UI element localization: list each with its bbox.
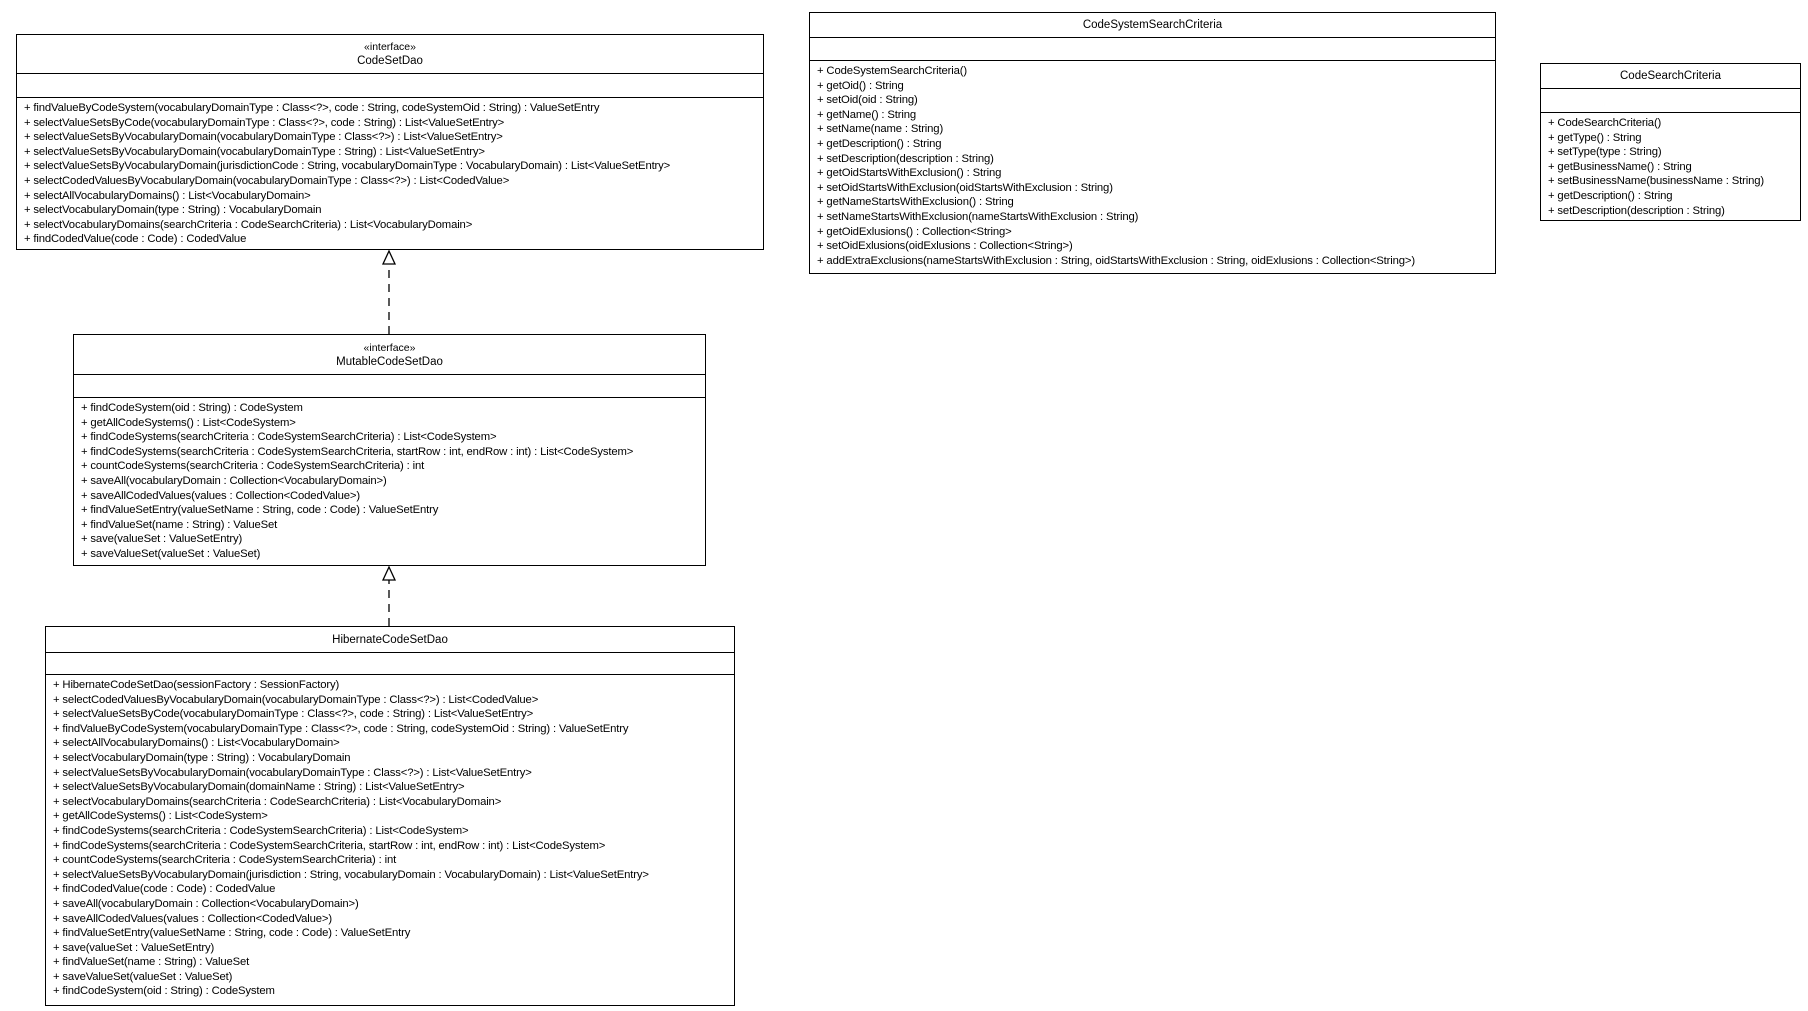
operation: + save(valueSet : ValueSetEntry) <box>81 533 243 546</box>
operation: + selectValueSetsByVocabularyDomain(vocabularyDomainType : String) : List<ValueSetEntry> <box>24 145 485 158</box>
class-name: HibernateCodeSetDao <box>332 633 448 646</box>
operation: + selectValueSetsByVocabularyDomain(jurisdiction : String, vocabularyDomain : VocabularyDomain) : List<ValueSetEntry> <box>53 868 649 881</box>
operation: + setNameStartsWithExclusion(nameStartsWithExclusion : String) <box>817 210 1139 223</box>
operation: + getDescription() : String <box>1548 189 1673 202</box>
operations-compartment <box>1541 113 1800 218</box>
class-hibernatecodesetdao[interactable] <box>45 626 735 1006</box>
operation: + save(valueSet : ValueSetEntry) <box>53 941 215 954</box>
operation: + selectValueSetsByCode(vocabularyDomainType : Class<?>, code : String) : List<ValueSetEntry> <box>24 116 505 129</box>
operation: + HibernateCodeSetDao(sessionFactory : SessionFactory) <box>53 679 340 691</box>
operation: + selectValueSetsByVocabularyDomain(vocabularyDomainType : Class<?>) : List<ValueSetEntry> <box>53 766 532 779</box>
operation: + countCodeSystems(searchCriteria : CodeSystemSearchCriteria) : int <box>81 460 425 473</box>
operation: + saveValueSet(valueSet : ValueSet) <box>81 547 261 560</box>
operation: + findCodeSystems(searchCriteria : CodeSystemSearchCriteria) : List<CodeSystem> <box>81 431 497 444</box>
operation: + selectAllVocabularyDomains() : List<VocabularyDomain> <box>53 737 340 750</box>
class-name-compartment <box>810 13 1495 38</box>
class-mutablecodesetdao[interactable] <box>73 334 706 566</box>
stereotype-label: «interface» <box>364 41 416 53</box>
operation: + setDescription(description : String) <box>817 152 994 165</box>
class-name: CodeSetDao <box>357 55 423 67</box>
attributes-compartment <box>74 375 705 398</box>
operations-compartment <box>74 398 705 562</box>
operation: + findCodedValue(code : Code) : CodedValue <box>53 883 276 896</box>
operation: + saveAll(vocabularyDomain : Collection<VocabularyDomain>) <box>81 474 387 487</box>
operation: + findCodeSystems(searchCriteria : CodeSystemSearchCriteria, startRow : int, endRow : int) : List<CodeSystem> <box>53 839 606 852</box>
operation: + findValueByCodeSystem(vocabularyDomainType : Class<?>, code : String, codeSystemOid : String) : ValueSetEntry <box>24 102 600 114</box>
operation: + findValueSet(name : String) : ValueSet <box>81 518 278 531</box>
operation: + getName() : String <box>817 108 917 121</box>
operation: + findValueSetEntry(valueSetName : String, code : Code) : ValueSetEntry <box>81 504 439 517</box>
class-name-compartment <box>17 35 763 74</box>
operation: + getBusinessName() : String <box>1548 160 1692 173</box>
operation: + findCodeSystem(oid : String) : CodeSystem <box>81 402 303 414</box>
operation: + getOidStartsWithExclusion() : String <box>817 167 1002 180</box>
class-codesetdao[interactable] <box>16 34 764 250</box>
operation: + findValueSetEntry(valueSetName : String, code : Code) : ValueSetEntry <box>53 927 411 940</box>
operation: + selectCodedValuesByVocabularyDomain(vocabularyDomainType : Class<?>) : List<CodedValue> <box>53 693 539 706</box>
operation: + setOid(oid : String) <box>817 94 918 107</box>
operation: + setOidStartsWithExclusion(oidStartsWithExclusion : String) <box>817 181 1113 194</box>
attributes-compartment <box>17 74 763 98</box>
operation: + selectVocabularyDomains(searchCriteria : CodeSearchCriteria) : List<VocabularyDomain> <box>53 795 502 808</box>
class-codesearchcriteria[interactable] <box>1540 63 1801 221</box>
operation: + getType() : String <box>1548 131 1642 144</box>
operation: + findCodedValue(code : Code) : CodedValue <box>24 233 247 246</box>
operation: + saveValueSet(valueSet : ValueSet) <box>53 970 233 983</box>
operation: + selectValueSetsByVocabularyDomain(vocabularyDomainType : Class<?>) : List<ValueSetEntry> <box>24 131 503 144</box>
operation: + selectVocabularyDomain(type : String) : VocabularyDomain <box>24 204 322 217</box>
class-name: MutableCodeSetDao <box>336 355 443 368</box>
attributes-compartment <box>1541 89 1800 113</box>
attributes-compartment <box>46 653 734 675</box>
operation: + selectValueSetsByCode(vocabularyDomainType : Class<?>, code : String) : List<ValueSetEntry> <box>53 708 534 721</box>
operation: + setOidExlusions(oidExlusions : Collection<String>) <box>817 240 1073 253</box>
operation: + setName(name : String) <box>817 123 944 136</box>
class-name: CodeSearchCriteria <box>1620 70 1721 82</box>
operation: + getAllCodeSystems() : List<CodeSystem> <box>53 810 268 823</box>
operations-compartment <box>810 61 1495 268</box>
operation: + findValueByCodeSystem(vocabularyDomainType : Class<?>, code : String, codeSystemOid : String) : ValueSetEntry <box>53 722 629 735</box>
operation: + CodeSystemSearchCriteria() <box>817 65 967 77</box>
class-name-compartment <box>46 627 734 653</box>
operation: + selectAllVocabularyDomains() : List<VocabularyDomain> <box>24 189 311 202</box>
operation: + getDescription() : String <box>817 137 942 150</box>
operation: + findCodeSystem(oid : String) : CodeSystem <box>53 985 275 998</box>
operation: + getAllCodeSystems() : List<CodeSystem> <box>81 416 296 429</box>
operation: + getOidExlusions() : Collection<String> <box>817 225 1012 238</box>
operation: + selectVocabularyDomain(type : String) : VocabularyDomain <box>53 751 351 764</box>
operation: + saveAll(vocabularyDomain : Collection<VocabularyDomain>) <box>53 897 359 910</box>
operation: + setDescription(description : String) <box>1548 204 1725 217</box>
class-name-compartment <box>1541 64 1800 89</box>
operation: + saveAllCodedValues(values : Collection<CodedValue>) <box>81 489 360 502</box>
operations-compartment <box>17 98 763 247</box>
operation: + setBusinessName(businessName : String) <box>1548 175 1764 188</box>
operation: + getNameStartsWithExclusion() : String <box>817 196 1014 209</box>
operation: + saveAllCodedValues(values : Collection<CodedValue>) <box>53 912 332 925</box>
class-name-compartment <box>74 335 705 375</box>
stereotype-label: «interface» <box>363 341 416 354</box>
realization-hibernate-to-mutable <box>383 567 395 626</box>
operation: + selectVocabularyDomains(searchCriteria : CodeSearchCriteria) : List<VocabularyDomain> <box>24 218 473 231</box>
class-codesystemsearchcriteria[interactable] <box>809 12 1496 274</box>
operation: + addExtraExclusions(nameStartsWithExclusion : String, oidStartsWithExclusion : String, oidExlusions : Collection<String>) <box>817 254 1415 267</box>
operation: + getOid() : String <box>817 79 904 92</box>
operation: + countCodeSystems(searchCriteria : CodeSystemSearchCriteria) : int <box>53 854 397 867</box>
operations-compartment <box>46 675 734 999</box>
class-name: CodeSystemSearchCriteria <box>1082 19 1223 31</box>
operation: + CodeSearchCriteria() <box>1548 117 1662 129</box>
operation: + selectCodedValuesByVocabularyDomain(vocabularyDomainType : Class<?>) : List<CodedValue> <box>24 174 510 187</box>
operation: + setType(type : String) <box>1548 146 1662 159</box>
operation: + findCodeSystems(searchCriteria : CodeSystemSearchCriteria, startRow : int, endRow : int) : List<CodeSystem> <box>81 445 634 458</box>
realization-mutable-to-codesetdao <box>383 251 395 334</box>
operation: + selectValueSetsByVocabularyDomain(jurisdictionCode : String, vocabularyDomainType : VocabularyDomain) : List<ValueSetEntry> <box>24 160 671 173</box>
operation: + selectValueSetsByVocabularyDomain(domainName : String) : List<ValueSetEntry> <box>53 781 465 794</box>
operation: + findCodeSystems(searchCriteria : CodeSystemSearchCriteria) : List<CodeSystem> <box>53 824 469 837</box>
attributes-compartment <box>810 38 1495 61</box>
operation: + findValueSet(name : String) : ValueSet <box>53 956 250 969</box>
